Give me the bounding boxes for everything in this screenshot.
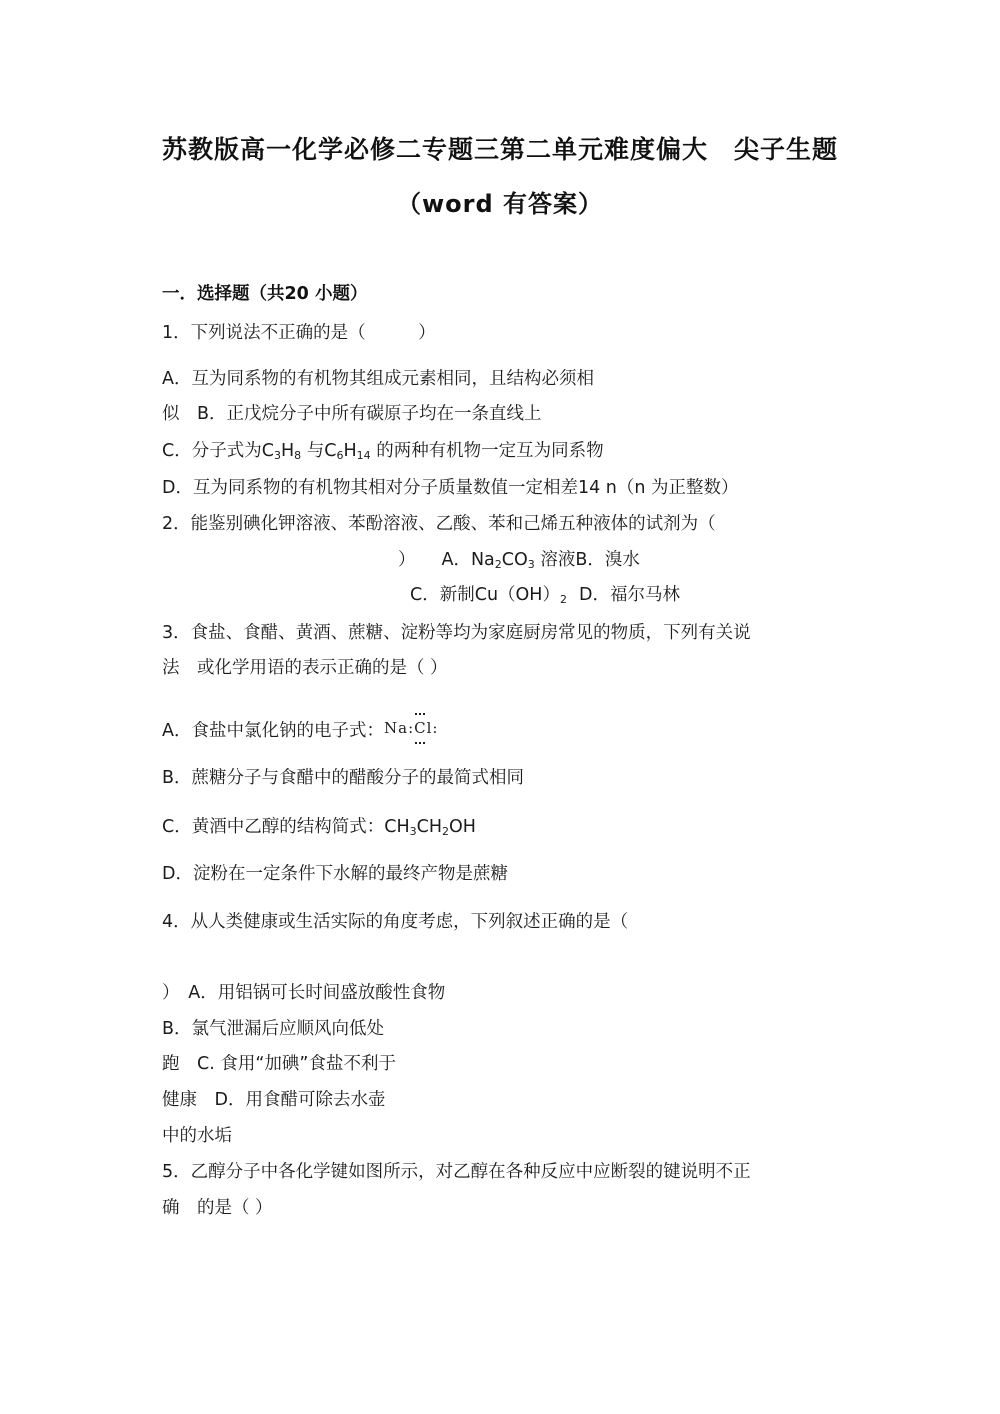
option-c-prefix: C．分子式为 xyxy=(162,441,262,461)
question-1-stem: 1．下列说法不正确的是（ ） xyxy=(162,323,436,343)
question-2-options-cd xyxy=(410,583,680,607)
option-c-suffix: 的两种有机物一定互为同系物 xyxy=(370,441,604,461)
question-1-option-a: A．互为同系物的有机物其组成元素相同，且结构必须相 xyxy=(162,369,594,389)
formula-subscript: 6 xyxy=(336,449,344,462)
question-1-option-b: 似 B．正戊烷分子中所有碳原子均在一条直线上 xyxy=(162,404,542,424)
formula-subscript: 2 xyxy=(442,825,449,838)
formula-subscript: 2 xyxy=(559,593,567,606)
question-3-stem-line-2: 法 或化学用语的表示正确的是（ ） xyxy=(162,658,448,678)
question-3-option-b: B．蔗糖分子与食醋中的醋酸分子的最简式相同 xyxy=(162,768,525,788)
question-3-option-a xyxy=(162,716,438,743)
question-1-option-c xyxy=(162,439,604,463)
formula-element: H xyxy=(280,441,295,461)
formula-element: C xyxy=(324,441,337,461)
question-3-option-c xyxy=(162,815,476,839)
lewis-na: Na xyxy=(383,719,409,737)
formula-c6h14 xyxy=(324,441,370,461)
lewis-colon: : xyxy=(432,719,439,737)
nacl-lewis-structure xyxy=(384,716,438,740)
question-2-option-a xyxy=(442,550,576,570)
lewis-colon: : xyxy=(408,719,415,737)
formula-subscript: 14 xyxy=(356,449,371,462)
formula-subscript: 3 xyxy=(527,558,535,571)
question-4-option-c: 跑 C. 食用“加碘”食盐不利于 xyxy=(162,1054,396,1074)
question-4-option-d: 健康 D．用食醋可除去水壶 xyxy=(162,1090,386,1110)
formula-element: H xyxy=(343,441,357,461)
question-2-options-ab xyxy=(398,548,640,572)
section-heading: 一．选择题（共20 小题） xyxy=(162,284,368,304)
question-2-option-b: B．溴水 xyxy=(575,550,640,570)
question-4-option-d-continued: 中的水垢 xyxy=(162,1126,232,1146)
formula-element: C xyxy=(261,441,274,461)
formula-subscript: 3 xyxy=(409,825,417,838)
question-3-stem-line-1: 3．食盐、食醋、黄酒、蔗糖、淀粉等均为家庭厨房常见的物质，下列有关说 xyxy=(162,623,751,643)
option-c-prefix: C．黄酒中乙醇的结构简式：CH xyxy=(162,817,410,837)
question-2-stem: 2．能鉴别碘化钾溶液、苯酚溶液、乙酸、苯和己烯五种液体的试剂为（ xyxy=(162,514,716,534)
option-c-mid: 与 xyxy=(301,441,325,461)
option-a-mid: CO xyxy=(501,550,528,570)
option-a-prefix: A．Na xyxy=(441,550,495,570)
formula-subscript: 8 xyxy=(294,449,302,462)
question-3-option-d: D．淀粉在一定条件下水解的最终产物是蔗糖 xyxy=(162,864,508,884)
question-4-option-b: B．氯气泄漏后应顺风向低处 xyxy=(162,1019,385,1039)
option-c-mid: CH xyxy=(416,817,442,837)
formula-subscript: 2 xyxy=(494,558,502,571)
document-title-line-2: （word 有答案） xyxy=(396,190,604,218)
question-4-stem: 4．从人类健康或生活实际的角度考虑，下列叙述正确的是（ xyxy=(162,912,629,932)
option-c-suffix: OH xyxy=(449,817,476,837)
lewis-cl: Cl xyxy=(414,716,432,740)
document-title-line-1: 苏教版高一化学必修二专题三第二单元难度偏大 尖子生题 xyxy=(161,135,838,164)
question-1-option-d: D．互为同系物的有机物其相对分子质量数值一定相差14 n（n 为正整数） xyxy=(162,478,739,498)
option-a-suffix: 溶液 xyxy=(534,550,576,570)
option-a-prefix: A．食盐中氯化钠的电子式： xyxy=(162,721,384,741)
question-5-stem-line-1: 5．乙醇分子中各化学键如图所示，对乙醇在各种反应中应断裂的键说明不正 xyxy=(162,1162,751,1182)
question-5-stem-line-2: 确 的是（ ） xyxy=(162,1198,273,1218)
formula-subscript: 3 xyxy=(273,449,281,462)
question-4-option-a: ） A．用铝锅可长时间盛放酸性食物 xyxy=(162,983,446,1003)
question-2-close-paren: ） xyxy=(398,550,416,570)
formula-c3h8 xyxy=(262,441,301,461)
option-c-prefix: C．新制Cu（OH） xyxy=(410,585,560,605)
question-2-option-d: D．福尔马林 xyxy=(578,585,680,605)
question-2-option-c xyxy=(410,585,567,605)
